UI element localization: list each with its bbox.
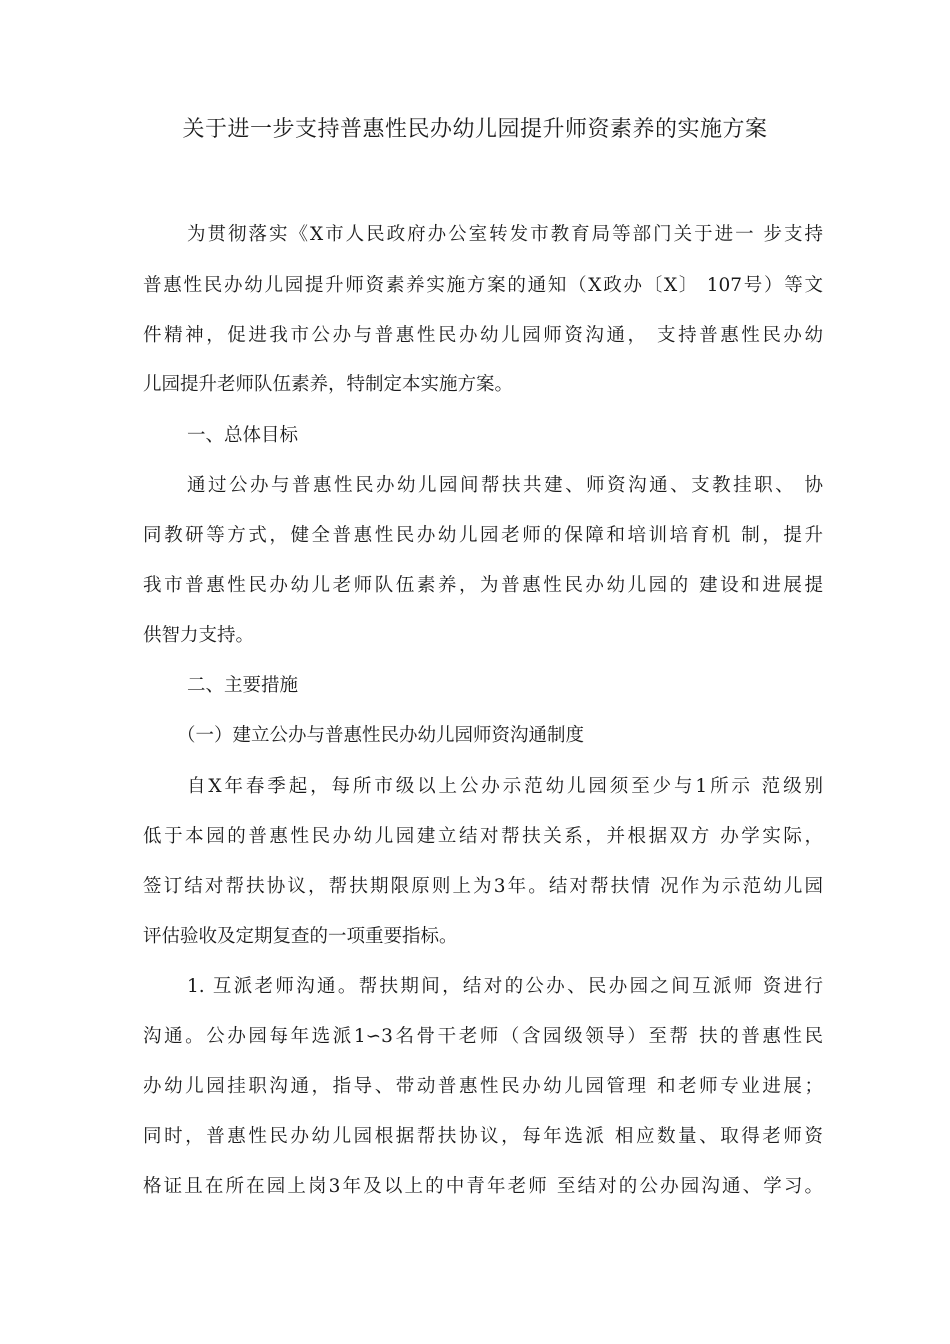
paragraph-line: 我市普惠性民办幼儿老师队伍素养，为普惠性民办幼儿园的 建设和进展提 xyxy=(143,575,823,596)
paragraph-line: 件精神，促进我市公办与普惠性民办幼儿园师资沟通， 支持普惠性民办幼 xyxy=(143,325,823,346)
paragraph-line: 沟通。公办园每年选派1∽3名骨干老师（含园级领导）至帮 扶的普惠性民 xyxy=(143,1026,823,1047)
paragraph-line: 格证且在所在园上岗3年及以上的中青年老师 至结对的公办园沟通、学习。 xyxy=(143,1176,823,1197)
section-heading: 一、总体目标 xyxy=(187,425,299,446)
paragraph-line: 同时，普惠性民办幼儿园根据帮扶协议，每年选派 相应数量、取得老师资 xyxy=(143,1126,823,1147)
paragraph-line: 低于本园的普惠性民办幼儿园建立结对帮扶关系，并根据双方 办学实际， xyxy=(143,826,823,847)
paragraph-line: 1. 互派老师沟通。帮扶期间，结对的公办、民办园之间互派师 资进行 xyxy=(187,976,823,997)
paragraph-line: 供智力支持。 xyxy=(143,625,255,646)
subsection-heading: （一）建立公办与普惠性民办幼儿园师资沟通制度 xyxy=(177,725,585,746)
section-heading: 二、主要措施 xyxy=(187,675,299,696)
paragraph-line: 评估验收及定期复查的一项重要指标。 xyxy=(143,926,458,947)
paragraph-line: 签订结对帮扶协议，帮扶期限原则上为3年。结对帮扶情 况作为示范幼儿园 xyxy=(143,876,823,897)
document-title: 关于进一步支持普惠性民办幼儿园提升师资素养的实施方案 xyxy=(182,117,768,142)
paragraph-line: 儿园提升老师队伍素养，特制定本实施方案。 xyxy=(143,374,514,395)
paragraph-line: 普惠性民办幼儿园提升师资素养实施方案的通知（X政办〔X〕 107号）等文 xyxy=(143,275,823,296)
paragraph-line: 为贯彻落实《X市人民政府办公室转发市教育局等部门关于进一 步支持 xyxy=(187,224,823,245)
paragraph-line: 办幼儿园挂职沟通，指导、带动普惠性民办幼儿园管理 和老师专业进展； xyxy=(143,1076,823,1097)
paragraph-line: 自X年春季起，每所市级以上公办示范幼儿园须至少与1所示 范级别 xyxy=(187,776,823,797)
paragraph-line: 同教研等方式，健全普惠性民办幼儿园老师的保障和培训培育机 制，提升 xyxy=(143,525,823,546)
paragraph-line: 通过公办与普惠性民办幼儿园间帮扶共建、师资沟通、支教挂职、 协 xyxy=(187,475,823,496)
